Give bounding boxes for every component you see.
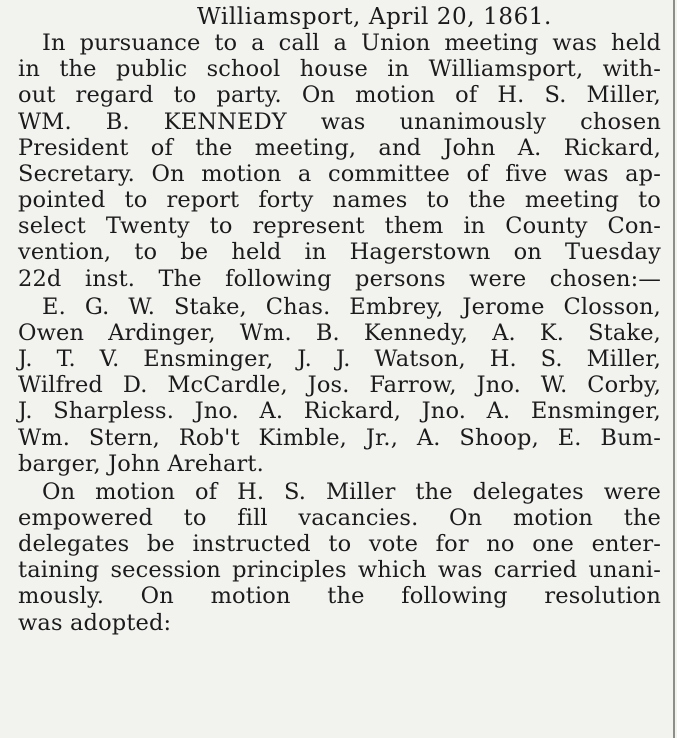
text-line: select Twenty to represent them in County Con-: [18, 213, 661, 240]
text-line: J. T. V. Ensminger, J. J. Watson, H. S. Miller,: [18, 346, 661, 373]
text-line: On motion of H. S. Miller the delegates were: [42, 478, 661, 505]
dateline: Williamsport, April 20, 1861.: [197, 4, 552, 30]
text-line: Wm. Stern, Rob't Kimble, Jr., A. Shoop, E. Bum-: [18, 424, 661, 451]
paragraph-names-list: [18, 294, 661, 477]
column-rule: [673, 0, 675, 738]
text-line: out regard to party. On motion of H. S. Miller,: [18, 82, 661, 109]
paragraph-motions: [18, 479, 661, 636]
text-line: pointed to report forty names to the meeting to: [18, 187, 661, 214]
text-line: taining secession principles which was carried unani-: [18, 557, 661, 584]
text-line: empowered to fill vacancies. On motion the: [18, 504, 661, 531]
text-line: E. G. W. Stake, Chas. Embrey, Jerome Closson,: [42, 293, 661, 320]
text-line: mously. On motion the following resolution: [18, 583, 661, 610]
text-line: WM. B. KENNEDY was unanimously chosen: [18, 108, 661, 135]
text-line: 22d inst. The following persons were chosen:—: [18, 265, 661, 292]
text-line: Wilfred D. McCardle, Jos. Farrow, Jno. W. Corby,: [18, 372, 661, 399]
text-line: In pursuance to a call a Union meeting was held: [42, 30, 661, 57]
text-line: was adopted:: [18, 609, 172, 636]
paragraph-meeting-report: [18, 30, 661, 292]
text-line: delegates be instructed to vote for no one enter-: [18, 531, 661, 558]
text-line: Secretary. On motion a committee of five was ap-: [18, 160, 661, 187]
text-line: President of the meeting, and John A. Rickard,: [18, 134, 661, 161]
text-line: Owen Ardinger, Wm. B. Kennedy, A. K. Stake,: [18, 319, 661, 346]
text-line: in the public school house in Williamsport, with-: [18, 56, 661, 83]
text-line: J. Sharpless. Jno. A. Rickard, Jno. A. Ensminger,: [18, 398, 661, 425]
text-line: vention, to be held in Hagerstown on Tuesday: [18, 239, 661, 266]
text-line: barger, John Arehart.: [18, 450, 264, 477]
